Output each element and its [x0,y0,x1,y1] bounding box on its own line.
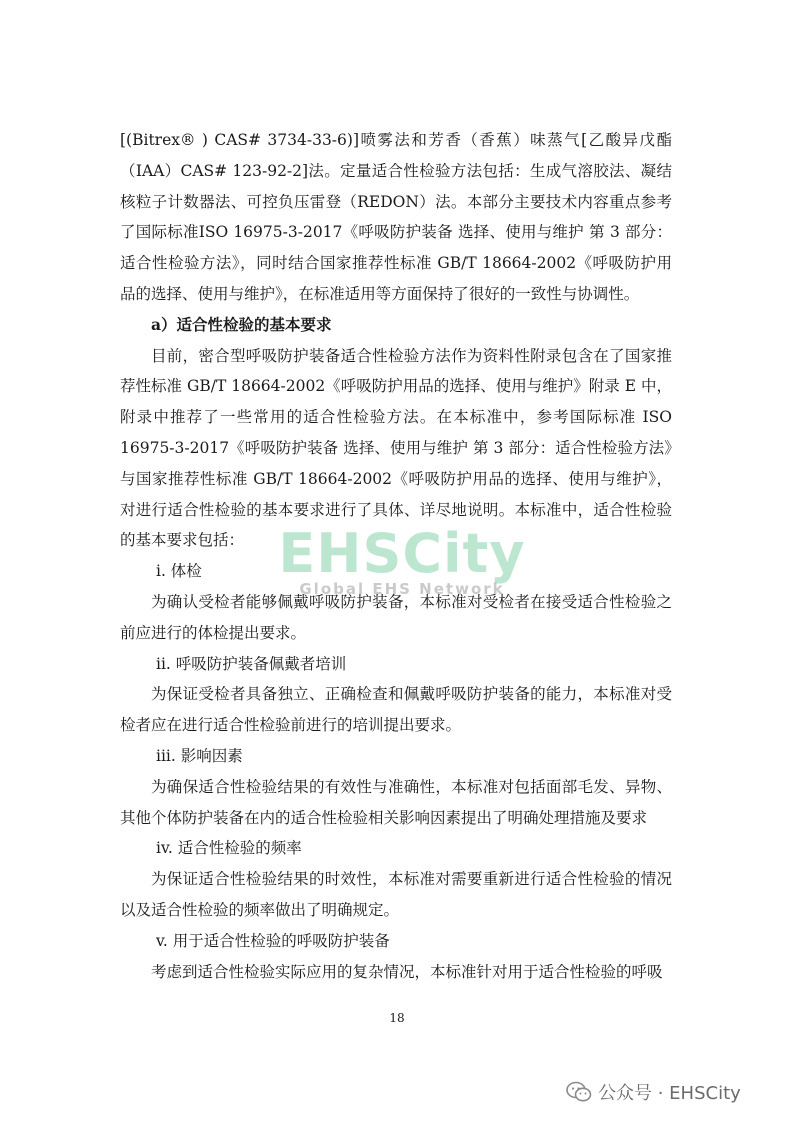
item-text-test-equipment: 考虑到适合性检验实际应用的复杂情况，本标准针对用于适合性检验的呼吸 [151,962,663,981]
item-label-test-equipment: v. 用于适合性检验的呼吸防护装备 [156,931,390,950]
page-number: 18 [389,1011,405,1025]
wechat-icon [566,1081,592,1103]
item-label-test-frequency: iv. 适合性检验的频率 [156,839,302,858]
watermark-subtitle: Global EHS Network [299,580,505,598]
watermark-title: EHSCity [278,522,526,585]
item-text-influencing-factors: 为确保适合性检验结果的有效性与准确性，本标准对包括面部毛发、异物、其他个体防护装备在内的适合性检验相关影响因素提出了明确处理措施及要求 [120,777,672,827]
item-label-medical-exam: i. 体检 [156,562,202,581]
item-label-wearer-training: ii. 呼吸防护装备佩戴者培训 [156,654,347,673]
page-content [120,125,672,987]
footer-account [566,1077,741,1107]
footer-text: 公众号 · EHSCity [598,1083,741,1104]
section-heading: a）适合性检验的基本要求 [151,314,332,334]
item-label-influencing-factors: iii. 影响因素 [156,746,243,765]
item-text-wearer-training: 为保证受检者具备独立、正确检查和佩戴呼吸防护装备的能力，本标准对受检者应在进行适合性检验前进行的培训提出要求。 [120,685,672,735]
item-text-test-frequency: 为保证适合性检验结果的时效性，本标准对需要重新进行适合性检验的情况以及适合性检验的频率做出了明确规定。 [120,870,672,919]
paragraph-intro: 目前，密合型呼吸防护装备适合性检验方法作为资料性附录包含在了国家推荐性标准 GB/T 18664-2002《呼吸防护用品的选择、使用与维护》附录 E 中，附录中推荐了一些常用的适合性检验方法。在本标准中，参考国际标准 ISO 16975-3-2017《呼吸防护装备 选择、使用与维护 第 3 部分：适合性检验方法》与国家推荐性标准 GB/T 18664-2002《呼吸防护用品的选择、使用与维护》，对进行适合性检验的基本要求进行了具体、详尽地说明。本标准中，适合性检验的基本要求包括： [120,346,672,550]
paragraph-methods: [(Bitrex® ) CAS# 3734-33-6)]喷雾法和芳香（香蕉）味蒸气[乙酸异戊酯（IAA）CAS# 123-92-2]法。定量适合性检验方法包括：生成气溶胶法、凝结核粒子计数器法、可控负压雷登（REDON）法。本部分主要技术内容重点参考了国际标准ISO 16975-3-2017《呼吸防护装备 选择、使用与维护 第 3 部分：适合性检验方法》，同时结合国家推荐性标准 GB/T 18664-2002《呼吸防护用品的选择、使用与维护》，在标准适用等方面保持了很好的一致性与协调性。 [120,131,672,303]
item-text-medical-exam: 为确认受检者能够佩戴呼吸防护装备，本标准对受检者在接受适合性检验之前应进行的体检提出要求。 [120,592,672,642]
